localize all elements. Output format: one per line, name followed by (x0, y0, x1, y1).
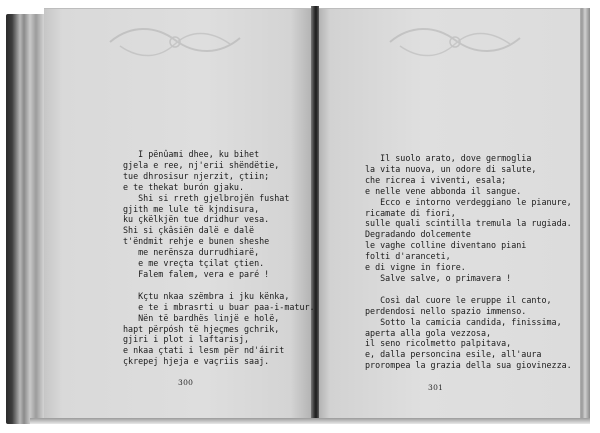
verse-line: hapt përpósh të hjeçmes gchrik, (123, 323, 280, 334)
verse-line: t'ëndmit rehje e bunen sheshe (123, 236, 270, 247)
page-number-left: 300 (178, 378, 194, 387)
verse-line: e nkaa çtati i lesm për nd'áirit (123, 345, 285, 356)
verse-line: prorompea la grazia della sua giovinezza. (365, 360, 572, 371)
verse-line: Shi si çkâsiën dalë e dalë (123, 225, 255, 236)
verse-line: aperta alla gola vezzosa, (365, 327, 492, 338)
verse-line: folti d'aranceti, (365, 251, 451, 262)
verse-line: Salve salve, o primavera ! (365, 272, 512, 283)
verse-line: e di vigne in fiore. (365, 262, 466, 273)
verse-line: sulle quali scintilla tremula la rugiada. (365, 218, 572, 229)
verse-line: gjiri i plot i laftarisj, (123, 334, 250, 345)
verse-line: il seno ricolmetto palpitava, (365, 338, 512, 349)
page-number-right: 301 (428, 383, 444, 392)
verse-line: la vita nuova, un odore di salute, (365, 163, 537, 174)
verse-line: I pënûami dhee, ku bihet (123, 149, 260, 159)
verse-line: e te i mbrasrti u buar paa-i-matur. (123, 301, 315, 312)
albanian-verse-block (123, 149, 315, 367)
verse-line: me nerënsza durrudhiarë, (123, 247, 260, 258)
show-through-ornament-left (100, 20, 250, 60)
verse-line: le vaghe colline diventano piani (365, 240, 527, 251)
show-through-ornament-right (380, 20, 530, 60)
verse-line: Sotto la camicia candida, finissima, (365, 316, 562, 327)
verse-line: e, dalla personcina esile, all'aura (365, 349, 542, 360)
verse-line: ricamate di fiori, (365, 207, 456, 218)
verse-line: çkrepej hjeja e vaçriis saaj. (123, 356, 270, 367)
book-bottom-shadow (30, 418, 590, 424)
verse-line: gjith me lule të kjndisura, (123, 203, 260, 214)
verse-line: che ricrea i viventi, esala; (365, 174, 507, 185)
verse-line: tue dhrosisur njerzit, çtiin; (123, 170, 270, 181)
verse-line: gjela e ree, nj'erii shëndëtie, (123, 159, 280, 170)
verse-line: e me vreçta tçilat çtien. (123, 258, 265, 269)
verse-line: ku çkëlkjën tue dridhur vesa. (123, 214, 270, 225)
verse-line: Kçtu nkaa szëmbra i jku kënka, (123, 290, 290, 301)
verse-line: e nelle vene abbonda il sangue. (365, 185, 522, 196)
verse-line: Così dal cuore le eruppe il canto, (365, 294, 552, 305)
verse-line: Nën të bardhës linjë e holë, (123, 312, 280, 323)
verse-line: Ecco e intorno verdeggiano le pianure, (365, 196, 572, 207)
italian-verse-block (365, 153, 572, 371)
verse-line: Shi si rreth gjelbrojën fushat (123, 192, 290, 203)
verse-line: perdendosi nello spazio immenso. (365, 305, 527, 316)
verse-line: Degradando dolcemente (365, 229, 471, 240)
verse-line: Il suolo arato, dove germoglia (365, 153, 532, 163)
verse-line: e te thekat burón gjaku. (123, 181, 245, 192)
verse-line: Falem falem, vera e paré ! (123, 268, 270, 279)
